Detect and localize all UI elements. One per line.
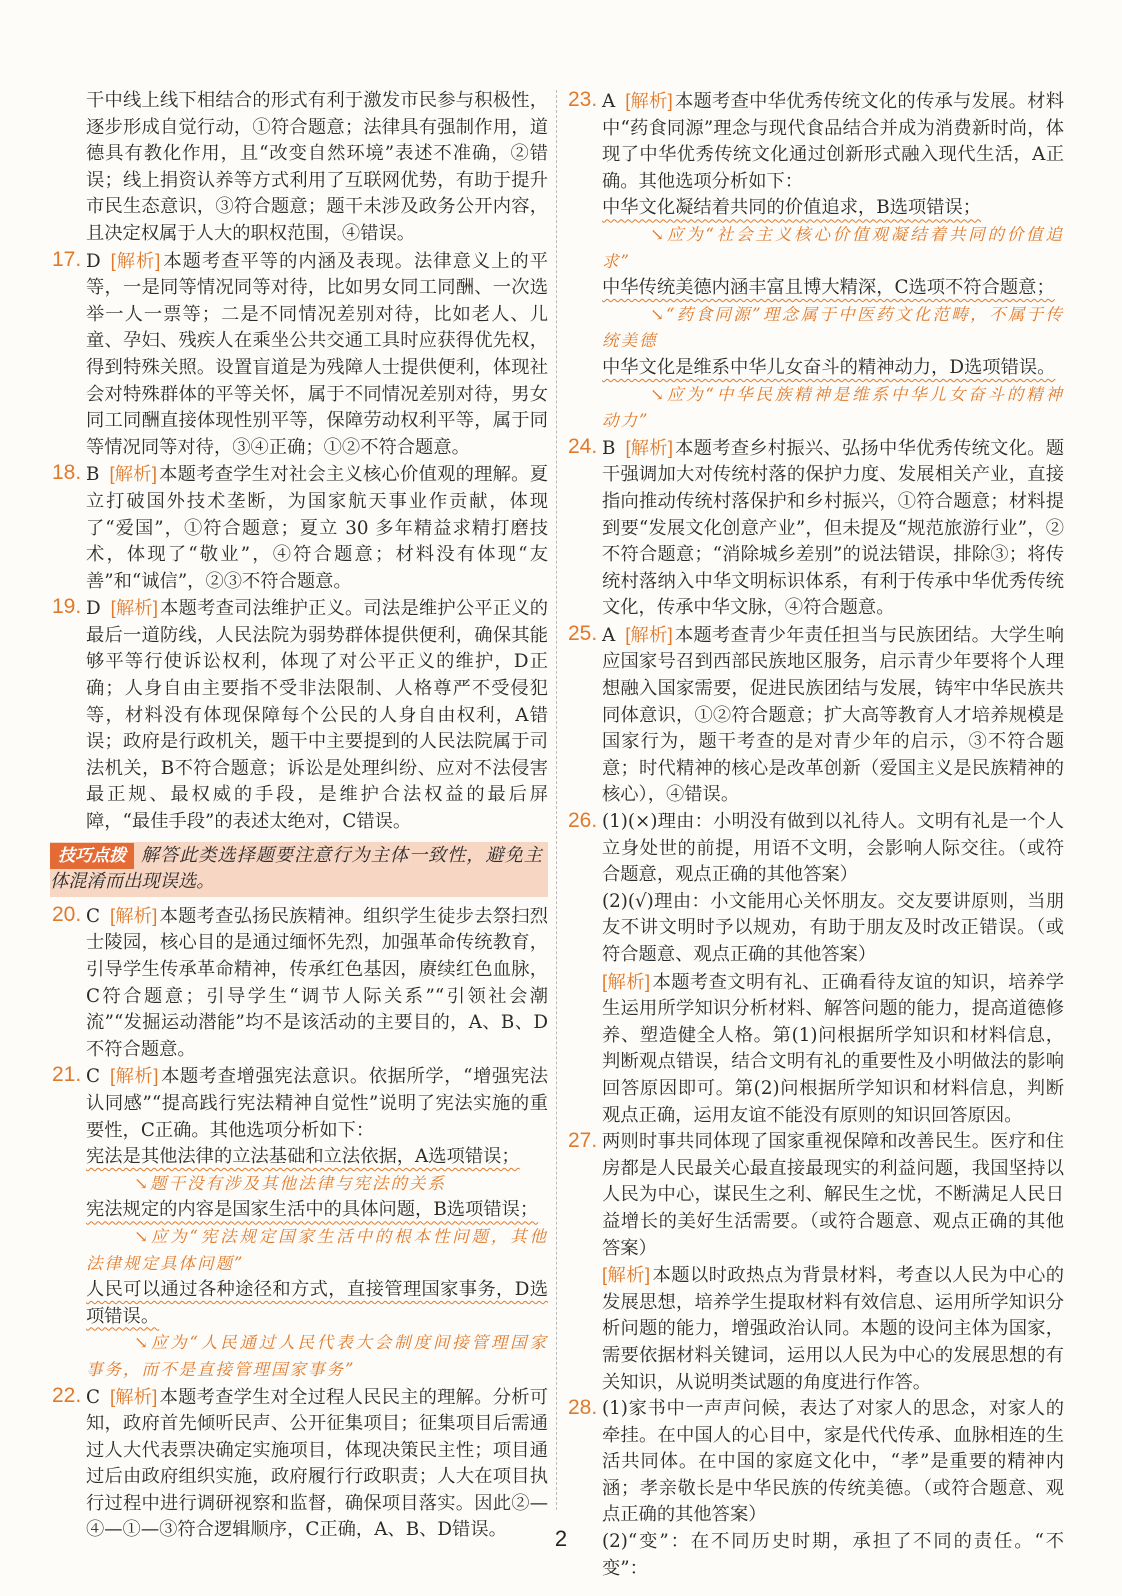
answer-text: 本题考查学生对社会主义核心价值观的理解。夏立打破国外技术垄断，为国家航天事业作贡献，体现了“爱国”，①符合题意；夏立 30 多年精益求精打磨技术，体现了“敬业”，④符合题意；材料没有体现“友善”和“诚信”，②③不符合题意。: [86, 464, 548, 592]
answer-item: [52, 595, 548, 835]
question-number: 20.: [52, 902, 82, 926]
continued-text: (2)“变”：在不同历史时期，承担了不同的责任。“不变”：: [602, 1531, 1064, 1579]
answer-letter: B: [86, 464, 100, 486]
analysis-tag: [解析]: [625, 90, 673, 111]
answer-item: [52, 247, 548, 462]
answer-text: 本题考查弘扬民族精神。组织学生徒步去祭扫烈士陵园，核心目的是通过缅怀先烈，加强革命传统教育，引导学生传承革命精神，传承红色基因，赓续红色血脉，C符合题意；引导学生“调节人际关系”“引领社会潮流”“发掘运动潜能”均不是该活动的主要目的，A、B、D不符合题意。: [86, 905, 548, 1060]
handwritten-correction: [86, 1224, 548, 1277]
correction-text: 题干没有涉及其他法律与宪法的关系: [150, 1173, 446, 1193]
arrow-icon: ↘: [134, 1173, 150, 1193]
analysis-tag: [解析]: [602, 1264, 651, 1286]
analysis-tag: [解析]: [110, 249, 161, 271]
option-statement: 中华文化凝结着共同的价值追求，B选项错误；: [602, 197, 982, 219]
analysis-text: 本题考查文明有礼、正确看待友谊的知识，培养学生运用所学知识分析材料、解答问题的能力，提高道德修养、塑造健全人格。第(1)问根据所学知识和材料信息，判断观点错误，结合文明有礼的重要性及小明做法的影响回答原因即可。第(2)问根据所学知识和材料信息，判断观点正确，运用友谊不能没有原则的知识回答原因。: [602, 971, 1064, 1126]
answer-item: [568, 434, 1064, 622]
arrow-icon: ↘: [134, 1226, 150, 1246]
option-statement: 中华传统美德内涵丰富且博大精深，C选项不符合题意；: [602, 277, 1055, 299]
option-statement: 宪法是其他法律的立法基础和立法依据，A选项错误；: [86, 1146, 520, 1168]
option-statement: 人民可以通过各种途径和方式，直接管理国家事务，D选项错误。: [86, 1279, 548, 1327]
underlined-option: [86, 1144, 548, 1171]
answer-item: [52, 902, 548, 1064]
answer-item: [52, 461, 548, 595]
continued-text: (2)(√)理由：小文能用心关怀朋友。交友要讲原则，当朋友不讲文明时予以规劝，有助于朋友及时改正错误。（或符合题意、观点正确的其他答案）: [602, 890, 1064, 965]
left-column: [50, 88, 548, 1544]
analysis-tag: [解析]: [602, 970, 651, 992]
analysis-paragraph: [602, 1262, 1064, 1396]
right-column: [568, 88, 1064, 1582]
column-divider: [556, 90, 557, 1510]
analysis-tag: [解析]: [110, 597, 158, 619]
handwritten-correction: [602, 302, 1064, 355]
underlined-option: [602, 275, 1064, 302]
correction-text: 应为“中华民族精神是维系中华儿女奋斗的精神动力”: [602, 384, 1064, 431]
answer-item: [568, 809, 1064, 889]
page-number: 2: [554, 1526, 568, 1551]
underlined-option: [602, 195, 1064, 222]
answer-item: [568, 88, 1064, 195]
answer-item: [568, 621, 1064, 809]
question-number: 22.: [52, 1383, 82, 1407]
answer-letter: B: [602, 437, 616, 459]
question-number: 21.: [52, 1063, 82, 1087]
arrow-icon: ↘: [134, 1333, 150, 1353]
answer-letter: C: [86, 905, 100, 927]
answer-text: 本题考查平等的内涵及表现。法律意义上的平等，一是同等情况同等对待，比如男女同工同酬、一次选举一人一票等；二是不同情况差别对待，比如老人、儿童、孕妇、残疾人在乘坐公共交通工具时应获得优先权，得到特殊关照。设置盲道是为残障人士提供便利，体现社会对特殊群体的平等关怀，属于不同情况差别对待，男女同工同酬直接体现性别平等，保障劳动权利平等，属于同等情况同等对待，③④正确；①②不符合题意。: [86, 250, 548, 458]
tip-text: 解答此类选择题要注意行为主体一致性，避免主体混淆而出现误选。: [50, 844, 542, 893]
answer-text: (1)家书中一声声问候，表达了对家人的思念，对家人的牵挂。在中国人的心目中，家是代代传承、血脉相连的生活共同体。在中国的家庭文化中，“孝”是重要的精神内涵；孝亲敬长是中华民族的传统美德。（或符合题意、观点正确的其他答案）: [602, 1398, 1064, 1526]
question-number: 25.: [568, 621, 598, 645]
answer-letter: C: [86, 1066, 100, 1088]
arrow-icon: ↘: [650, 384, 666, 404]
tip-label: 技巧点拨: [50, 843, 134, 870]
answer-text: 本题考查学生对全过程人民民主的理解。分析可知，政府首先倾听民声、公开征集项目；征集项目后需通过人大代表票决确定实施项目，体现决策民主性；项目通过后由政府组织实施，政府履行行政职责；人大在项目执行过程中进行调研视察和监督，确保项目落实。因此②—④—①—③符合逻辑顺序，C正确，A、B、D错误。: [86, 1386, 548, 1541]
option-statement: 宪法规定的内容是国家生活中的具体问题，B选项错误；: [86, 1199, 539, 1221]
answer-letter: A: [602, 624, 616, 646]
correction-text: “药食同源”理念属于中医药文化范畴，不属于传统美德: [602, 304, 1064, 351]
tip-box: [50, 842, 548, 897]
analysis-paragraph: [602, 969, 1064, 1130]
answer-item: [52, 1063, 548, 1144]
correction-text: 应为“宪法规定国家生活中的根本性问题，其他法律规定具体问题”: [86, 1226, 548, 1273]
analysis-tag: [解析]: [110, 904, 158, 926]
answer-text: 本题考查青少年责任担当与民族团结。大学生响应国家号召到西部民族地区服务，启示青少年要将个人理想融入国家需要，促进民族团结与发展，铸牢中华民族共同体意识，①②符合题意；扩大高等教育人才培养规模是国家行为，题干考查的是对青少年的启示，③不符合题意；时代精神的核心是改革创新（爱国主义是民族精神的核心），④错误。: [602, 624, 1064, 806]
arrow-icon: ↘: [650, 224, 666, 244]
question-number: 17.: [52, 247, 82, 271]
answer-letter: C: [86, 1386, 100, 1408]
correction-text: 应为“人民通过人民代表大会制度间接管理国家事务，而不是直接管理国家事务”: [86, 1333, 548, 1379]
analysis-text: 本题以时政热点为背景材料，考查以人民为中心的发展思想，培养学生提取材料有效信息、运用所学知识分析问题的能力，增强政治认同。本题的设问主体为国家，需要依据材料关键词，运用以人民为中心的发展思想的有关知识，从说明类试题的角度进行作答。: [602, 1265, 1064, 1393]
answer-item: [568, 1129, 1064, 1262]
question-number: 18.: [52, 461, 82, 485]
handwritten-correction: [602, 222, 1064, 275]
handwritten-correction: [86, 1171, 548, 1198]
question-number: 19.: [52, 595, 82, 619]
underlined-option: [602, 355, 1064, 382]
question-number: 27.: [568, 1129, 598, 1153]
analysis-tag: [解析]: [110, 1065, 159, 1087]
handwritten-correction: [602, 382, 1064, 435]
underlined-option: [86, 1277, 548, 1330]
correction-text: 应为“社会主义核心价值观凝结着共同的价值追求”: [602, 224, 1064, 271]
answer-item: [568, 1396, 1064, 1529]
handwritten-correction: [86, 1330, 548, 1383]
question-number: 24.: [568, 434, 598, 458]
analysis-tag: [解析]: [110, 1385, 158, 1407]
answer-text: 本题考查中华优秀传统文化的传承与发展。材料中“药食同源”理念与现代食品结合并成为消费新时尚，体现了中华优秀传统文化通过创新形式融入现代生活，A正确。其他选项分析如下：: [602, 91, 1064, 192]
analysis-tag: [解析]: [109, 463, 157, 485]
analysis-tag: [解析]: [625, 436, 673, 458]
option-statement: 中华文化是维系中华儿女奋斗的精神动力，D选项错误。: [602, 356, 1056, 378]
answer-text: (1)(×)理由：小明没有做到以礼待人。文明有礼是一个人立身处世的前提，用语不文明，会影响人际交往。（或符合题意，观点正确的其他答案）: [602, 811, 1064, 886]
question-number: 23.: [568, 88, 598, 111]
underlined-option: [86, 1197, 548, 1224]
answer-text: 两则时事共同体现了国家重视保障和改善民生。医疗和住房都是人民最关心最直接最现实的利益问题，我国坚持以人民为中心，谋民生之利、解民生之忧，不断满足人民日益增长的美好生活需要。（或符合题意、观点正确的其他答案）: [602, 1131, 1064, 1259]
question-number: 28.: [568, 1396, 598, 1420]
answer-text: 本题考查司法维护正义。司法是维护公平正义的最后一道防线，人民法院为弱势群体提供便利，确保其能够平等行使诉讼权利，体现了对公平正义的维护，D正确；人身自由主要指不受非法限制、人格尊严不受侵犯等，材料没有体现保障每个公民的人身自由权利，A错误；政府是行政机关，题干中主要提到的人民法院属于司法机关，B不符合题意；诉讼是处理纠纷、应对不法侵害最正规、最权威的手段，是维护合法权益的最后屏障，“最佳手段”的表述太绝对，C错误。: [86, 598, 548, 833]
answer-text: 本题考查乡村振兴、弘扬中华优秀传统文化。题干强调加大对传统村落的保护力度、发展相关产业，直接指向推动传统村落保护和乡村振兴，①符合题意；材料提到要“发展文化创意产业”，但未提及“规范旅游行业”，②不符合题意；“消除城乡差别”的说法错误，排除③；将传统村落纳入中华文明标识体系，有利于传承中华优秀传统文化，传承中华文脉，④符合题意。: [602, 437, 1064, 619]
arrow-icon: ↘: [650, 304, 666, 324]
answer-letter: D: [86, 598, 101, 620]
answer-letter: A: [602, 91, 616, 112]
question-number: 26.: [568, 809, 598, 833]
analysis-tag: [解析]: [625, 623, 673, 645]
continued-text: 干中线上线下相结合的形式有利于激发市民参与积极性，逐步形成自觉行动，①符合题意；法律具有强制作用，道德具有教化作用，且“改变自然环境”表述不准确，②错误；线上捐资认养等方式利用了互联网优势，有助于提升市民生态意识，③符合题意；题干未涉及政务公开内容，且决定权属于人大的职权范围，④错误。: [86, 90, 548, 244]
answer-text: 本题考查增强宪法意识。依据所学，“增强宪法认同感”“提高践行宪法精神自觉性”说明了宪法实施的重要性，C正确。其他选项分析如下：: [86, 1066, 548, 1141]
answer-item: [52, 1383, 548, 1545]
answer-letter: D: [86, 250, 101, 272]
